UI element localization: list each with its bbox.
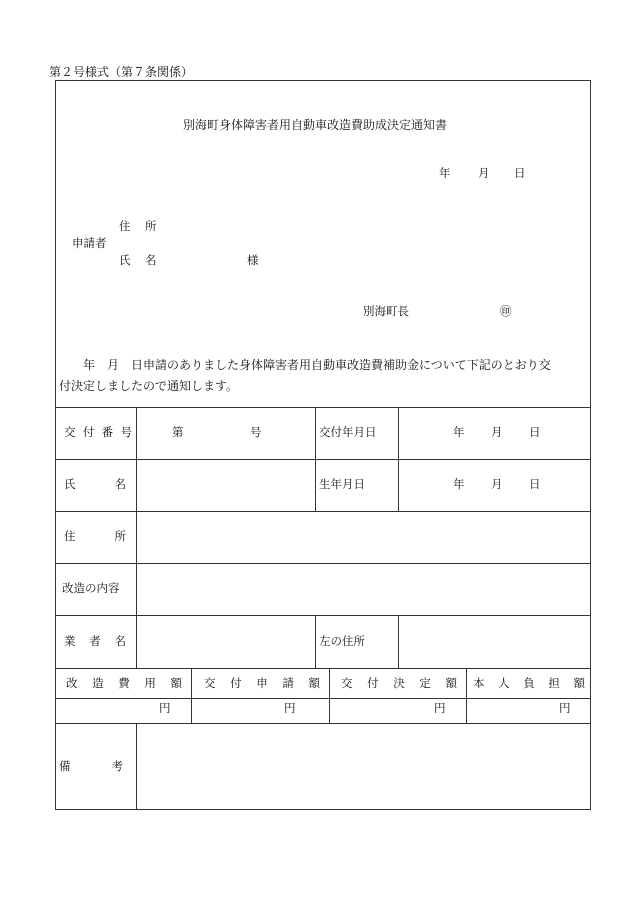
row-divider-6 [55, 668, 591, 669]
col-divider-mid-vendor [315, 615, 316, 668]
col-divider-right-vendor [398, 615, 399, 668]
address-label: 住 所 [64, 529, 126, 543]
mayor-label: 別海町長 [363, 304, 409, 318]
birth-date-year: 年 [453, 477, 465, 491]
seal-mark: ㊞ [500, 304, 512, 318]
col-divider-amount-2 [329, 668, 330, 723]
birth-date-month: 月 [491, 477, 503, 491]
issue-number-go: 号 [250, 425, 262, 439]
vendor-address-label: 左の住所 [319, 634, 365, 648]
col-divider-right-upper [398, 407, 399, 512]
amount-header-modification-cost: 改 造 費 用 額 [66, 676, 182, 690]
applicant-honorific: 様 [247, 253, 259, 267]
applicant-address-label-2: 所 [145, 219, 157, 233]
modification-label: 改造の内容 [62, 581, 120, 595]
amount-header-decision: 交 付 決 定 額 [341, 676, 457, 690]
applicant-name-label-1: 氏 [119, 253, 131, 267]
name-label: 氏 名 [64, 477, 126, 491]
form-reference: 第２号様式（第７条関係） [49, 65, 194, 79]
col-divider-amount-3 [466, 668, 467, 723]
amount-header-self-burden: 本 人 負 担 額 [473, 676, 585, 690]
yen-application: 円 [284, 701, 296, 715]
notification-body [59, 355, 579, 397]
issue-date-label: 交付年月日 [319, 425, 377, 439]
birth-date-label: 生年月日 [319, 477, 365, 491]
date-day-label: 日 [514, 166, 526, 180]
col-divider-label [136, 407, 137, 668]
vendor-name-label: 業 者 名 [64, 634, 126, 648]
notification-body-line2: 付決定しましたので通知します。 [59, 379, 239, 393]
date-month-label: 月 [478, 166, 490, 180]
applicant-name-label-2: 名 [145, 253, 157, 267]
notification-body-line1: 年 月 日申請のありました身体障害者用自動車改造費補助金について下記のとおり交 [83, 358, 551, 372]
birth-date-day: 日 [529, 477, 541, 491]
remarks-label: 備 考 [59, 759, 123, 773]
amount-header-application: 交 付 申 請 額 [204, 676, 320, 690]
col-divider-remarks [136, 723, 137, 810]
issue-number-dai: 第 [172, 425, 184, 439]
col-divider-mid-upper [315, 407, 316, 512]
yen-self-burden: 円 [559, 701, 571, 715]
applicant-label: 申請者 [72, 236, 107, 250]
date-year-label: 年 [439, 166, 451, 180]
document-title: 別海町身体障害者用自動車改造費助成決定通知書 [182, 118, 447, 132]
issue-date-day: 日 [529, 425, 541, 439]
issue-date-month: 月 [491, 425, 503, 439]
row-divider-7 [55, 698, 591, 699]
col-divider-amount-1 [191, 668, 192, 723]
applicant-address-label-1: 住 [119, 219, 131, 233]
yen-modification-cost: 円 [159, 701, 171, 715]
issue-number-label: 交 付 番 号 [64, 425, 132, 439]
issue-date-year: 年 [453, 425, 465, 439]
yen-decision: 円 [434, 701, 446, 715]
